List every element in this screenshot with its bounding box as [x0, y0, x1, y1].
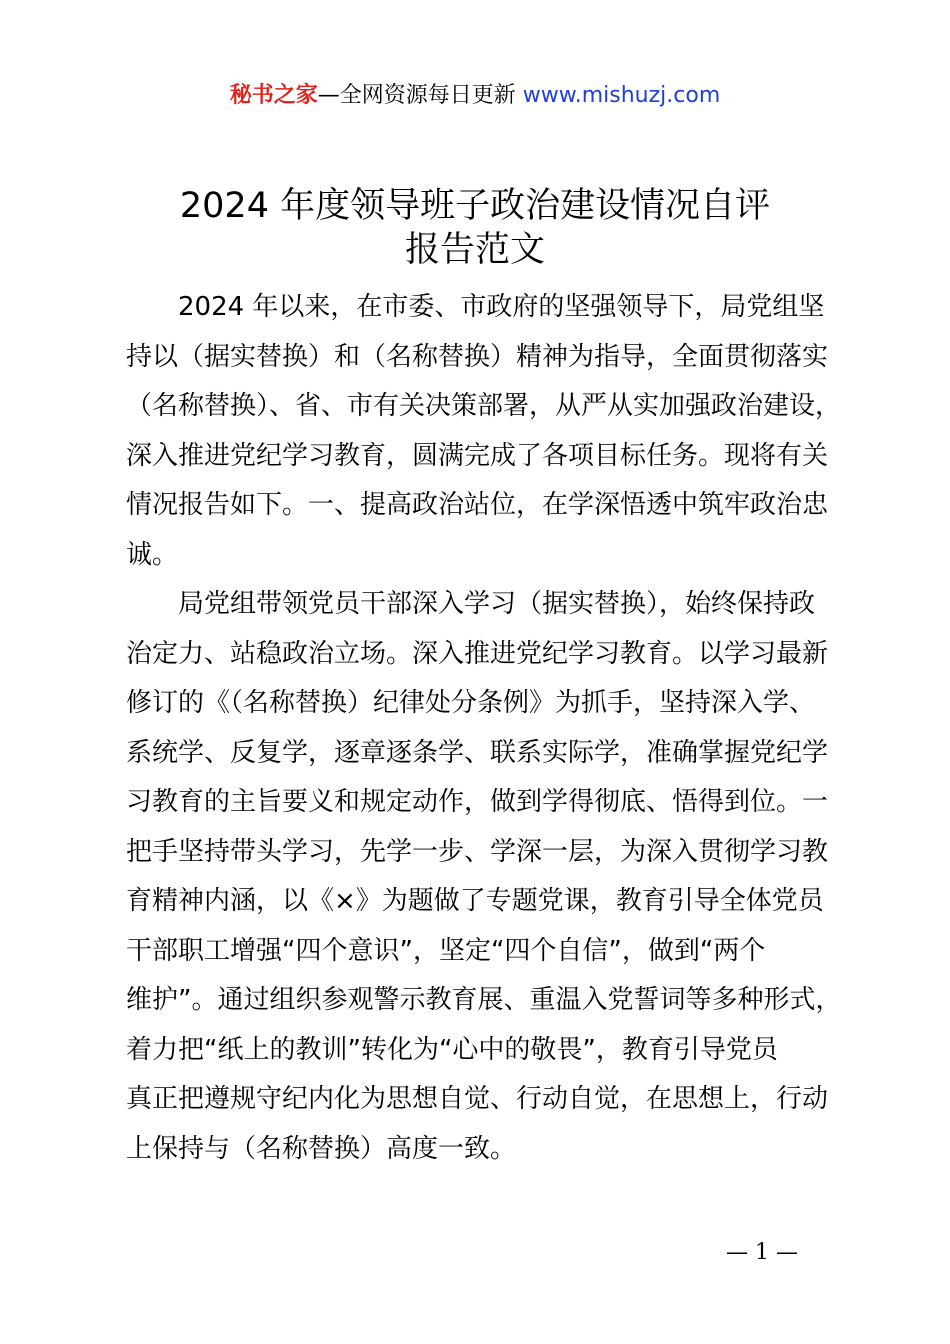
- paragraph-line: 习教育的主旨要义和规定动作，做到学得彻底、悟得到位。一: [126, 787, 829, 817]
- site-header: [0, 80, 950, 112]
- paragraph-line: 治定力、站稳政治立场。深入推进党纪学习教育。以学习最新: [126, 638, 829, 669]
- paragraph-line: 真正把遵规守纪内化为思想自觉、行动自觉，在思想上，行动: [126, 1084, 829, 1114]
- header-tagline: —全网资源每日更新: [317, 83, 523, 108]
- paragraph-line: 修订的《（名称替换）纪律处分条例》为抓手，坚持深入学、: [126, 688, 816, 718]
- title-line-2: 报告范文: [404, 230, 545, 270]
- paragraph-line: 持以（据实替换）和（名称替换）精神为指导，全面贯彻落实: [126, 341, 829, 372]
- paragraph-line: 干部职工增强“四个意识”，坚定“四个自信”，做到“两个: [126, 935, 766, 966]
- paragraph-line: 系统学、反复学，逐章逐条学、联系实际学，准确掌握党纪学: [126, 737, 829, 768]
- paragraph-line: 育精神内涵，以《×》为题做了专题党课，教育引导全体党员: [126, 886, 824, 916]
- site-url-link[interactable]: www.mishuzj.com: [522, 83, 721, 108]
- title-line-1: 2024 年度领导班子政治建设情况自评: [179, 186, 771, 226]
- paragraph-line: 2024 年以来，在市委、市政府的坚强领导下，局党组坚: [178, 292, 825, 322]
- paragraph-line: 诚。: [126, 539, 179, 570]
- paragraph-2: [126, 580, 846, 1174]
- paragraph-line: （名称替换）、省、市有关决策部署，从严从实加强政治建设，: [126, 391, 842, 421]
- paragraph-line: 局党组带领党员干部深入学习（据实替换），始终保持政: [178, 589, 816, 619]
- paragraph-1: [126, 283, 846, 580]
- paragraph-line: 深入推进党纪学习教育，圆满完成了各项目标任务。现将有关: [126, 440, 829, 471]
- document-body: [126, 283, 846, 1174]
- paragraph-line: 情况报告如下。一、提高政治站位，在学深悟透中筑牢政治忠: [126, 490, 829, 520]
- paragraph-line: 上保持与（名称替换）高度一致。: [126, 1133, 517, 1164]
- document-title: [0, 184, 950, 272]
- brand-name: 秘书之家: [229, 83, 318, 108]
- paragraph-line: 维护”。通过组织参观警示教育展、重温入党誓词等多种形式，: [126, 985, 842, 1015]
- paragraph-line: 把手坚持带头学习，先学一步、学深一层，为深入贯彻学习教: [126, 836, 829, 867]
- page-number: — 1 —: [726, 1240, 798, 1265]
- paragraph-line: 着力把“纸上的教训”转化为“心中的敬畏”，教育引导党员: [126, 1034, 778, 1065]
